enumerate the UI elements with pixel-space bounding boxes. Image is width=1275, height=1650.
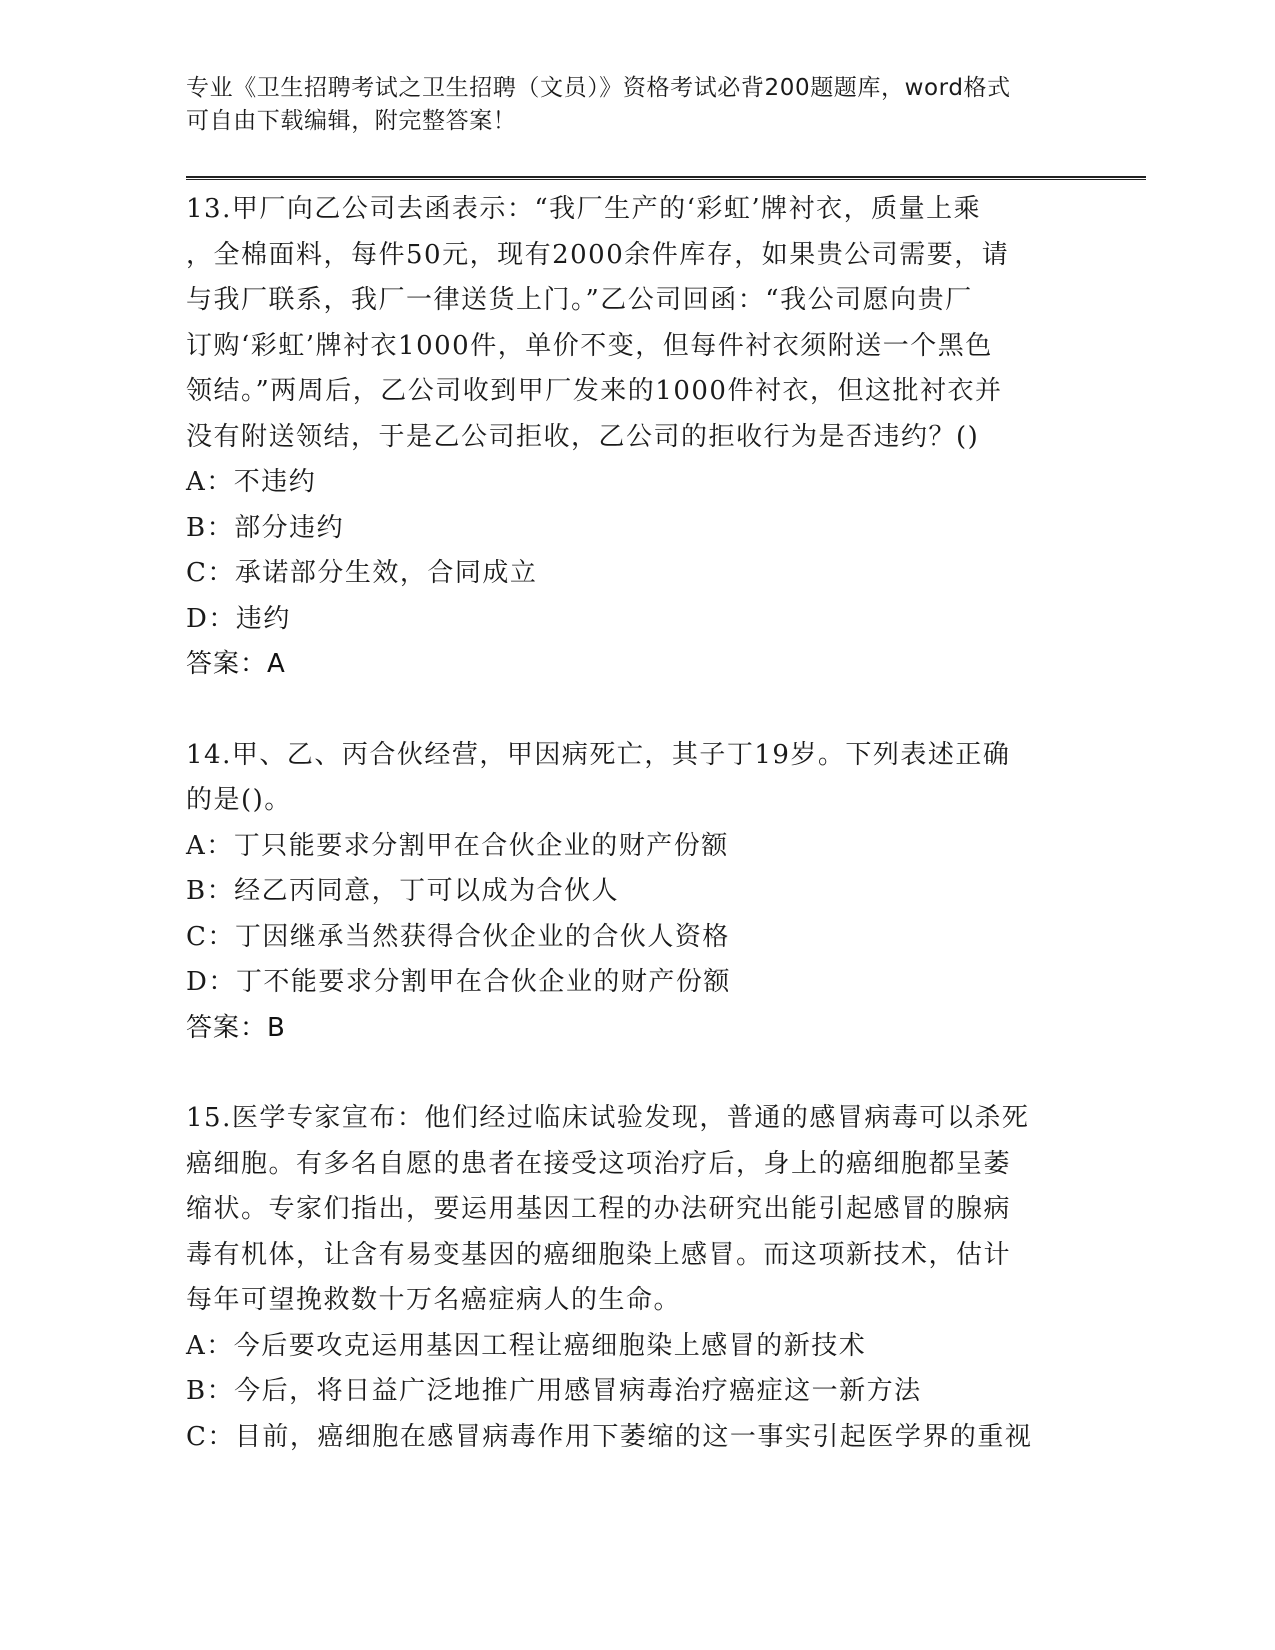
header-title-line: 专业《卫生招聘考试之卫生招聘（文员）》资格考试必背200题题库，word格式 <box>186 75 1011 101</box>
question-stem-line: 的是()。 <box>186 785 292 815</box>
question-13 <box>186 187 1086 688</box>
option-d: D：违约 <box>186 603 291 634</box>
option-c: C：承诺部分生效，合同成立 <box>186 558 538 588</box>
question-stem-line: 领结。”两周后，乙公司收到甲厂发来的1000件衬衣，但这批衬衣并 <box>186 376 1003 406</box>
option-a: A：丁只能要求分割甲在合伙企业的财产份额 <box>186 830 729 861</box>
option-c: C：目前，癌细胞在感冒病毒作用下萎缩的这一事实引起医学界的重视 <box>186 1421 1033 1452</box>
question-stem-line: 15.医学专家宣布：他们经过临床试验发现，普通的感冒病毒可以杀死 <box>186 1103 1030 1133</box>
question-stem-line: 13.甲厂向乙公司去函表示：“我厂生产的‘彩虹’牌衬衣，质量上乘 <box>186 194 982 224</box>
option-d: D：丁不能要求分割甲在合伙企业的财产份额 <box>186 967 731 997</box>
question-stem-line: 没有附送领结，于是乙公司拒收，乙公司的拒收行为是否违约？() <box>186 421 980 452</box>
question-stem-line: 每年可望挽救数十万名癌症病人的生命。 <box>186 1285 682 1315</box>
answer-label: 答案：B <box>186 1012 286 1043</box>
option-c: C：丁因继承当然获得合伙企业的合伙人资格 <box>186 921 730 952</box>
answer-label: 答案：A <box>186 649 286 679</box>
option-a: A：不违约 <box>186 467 317 497</box>
option-b: B：经乙丙同意，丁可以成为合伙人 <box>186 876 620 906</box>
question-15 <box>186 1096 1086 1460</box>
question-stem-line: 缩状。专家们指出，要运用基因工程的办法研究出能引起感冒的腺病 <box>186 1194 1012 1224</box>
question-stem-line: 癌细胞。有多名自愿的患者在接受这项治疗后，身上的癌细胞都呈萎 <box>186 1148 1012 1179</box>
option-a: A：今后要攻克运用基因工程让癌细胞染上感冒的新技术 <box>186 1330 867 1361</box>
question-stem-line: 毒有机体，让含有易变基因的癌细胞染上感冒。而这项新技术，估计 <box>186 1239 1012 1270</box>
page-header <box>186 72 1086 138</box>
question-stem-line: 订购‘彩虹’牌衬衣1000件，单价不变，但每件衬衣须附送一个黑色 <box>186 330 993 361</box>
option-b: B：今后，将日益广泛地推广用感冒病毒治疗癌症这一新方法 <box>186 1376 922 1406</box>
header-divider <box>186 176 1146 180</box>
question-stem-line: ，全棉面料，每件50元，现有2000余件库存，如果贵公司需要，请 <box>186 239 1010 270</box>
option-b: B：部分违约 <box>186 512 345 543</box>
question-14 <box>186 733 1086 1052</box>
question-list <box>186 187 1086 1460</box>
question-stem-line: 14.甲、乙、丙合伙经营，甲因病死亡，其子丁19岁。下列表述正确 <box>186 739 1011 770</box>
header-subtitle-line: 可自由下载编辑，附完整答案！ <box>186 108 517 134</box>
question-stem-line: 与我厂联系，我厂一律送货上门。”乙公司回函：“我公司愿向贵厂 <box>186 285 973 315</box>
